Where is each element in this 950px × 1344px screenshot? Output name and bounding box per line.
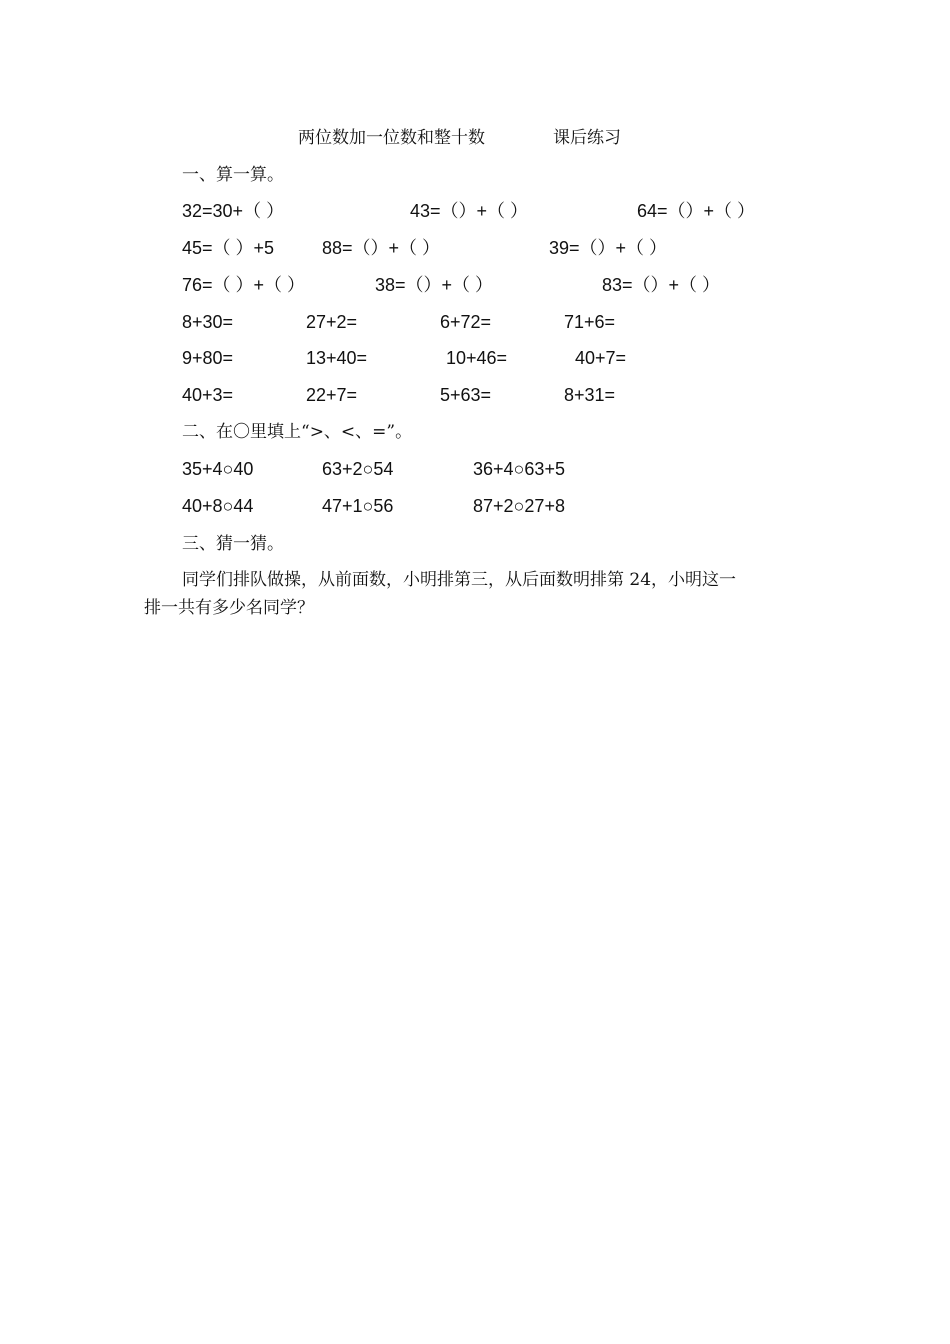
problem: 8+30= <box>182 312 234 332</box>
problem: 9+80= <box>182 348 234 368</box>
problem: 87+2○27+8 <box>473 496 565 516</box>
problem: 47+1○56 <box>322 496 394 516</box>
problem: 88=（）+（ ） <box>322 238 441 258</box>
problem: 13+40= <box>306 348 368 368</box>
problem: 27+2= <box>306 312 358 332</box>
problem: 6+72= <box>440 312 492 332</box>
problem: 43=（）+（ ） <box>410 201 529 221</box>
problem: 63+2○54 <box>322 459 394 479</box>
section-3-heading: 三、猜一猜。 <box>182 534 284 554</box>
problem: 40+7= <box>575 348 627 368</box>
problem: 76=（ ）+（ ） <box>182 275 306 295</box>
section-1-heading: 一、算一算。 <box>182 165 284 185</box>
page-title: 两位数加一位数和整十数 <box>298 128 485 148</box>
word-problem-line-2: 排一共有多少名同学？ <box>144 598 314 618</box>
problem: 10+46= <box>446 348 508 368</box>
problem: 38=（）+（ ） <box>375 275 494 295</box>
problem: 36+4○63+5 <box>473 459 565 479</box>
problem: 5+63= <box>440 385 492 405</box>
problem: 35+4○40 <box>182 459 254 479</box>
problem: 8+31= <box>564 385 616 405</box>
problem: 32=30+（ ） <box>182 201 285 221</box>
section-2-heading: 二、在〇里填上“>、<、=”。 <box>182 422 413 442</box>
problem: 71+6= <box>564 312 616 332</box>
problem: 22+7= <box>306 385 358 405</box>
problem: 40+3= <box>182 385 234 405</box>
problem: 40+8○44 <box>182 496 254 516</box>
word-problem-line-1: 同学们排队做操，从前面数，小明排第三，从后面数明排第 24，小明这一 <box>182 570 737 590</box>
problem: 45=（ ）+5 <box>182 238 275 258</box>
problem: 64=（）+（ ） <box>637 201 756 221</box>
problem: 83=（）+（ ） <box>602 275 721 295</box>
problem: 39=（）+（ ） <box>549 238 668 258</box>
page-subtitle: 课后练习 <box>553 128 621 148</box>
